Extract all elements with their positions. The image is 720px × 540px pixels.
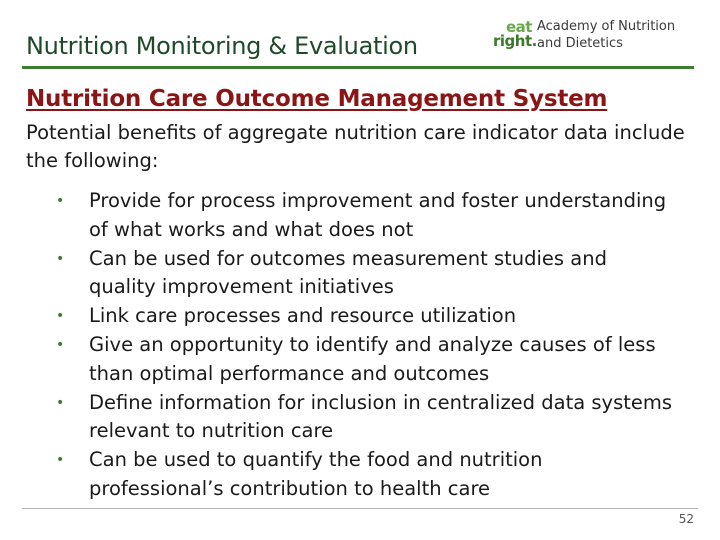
list-item bbox=[56, 187, 676, 245]
benefits-list bbox=[56, 187, 676, 504]
bullet-icon: • bbox=[56, 308, 65, 325]
list-item-text: Can be used to quantify the food and nutrition professional’s contribution to health care bbox=[89, 448, 543, 500]
bullet-icon: • bbox=[56, 250, 65, 267]
list-item bbox=[56, 389, 676, 447]
slide-subtitle: Nutrition Care Outcome Management System bbox=[26, 86, 608, 112]
logo-line-2: and Dietetics bbox=[537, 36, 623, 51]
list-item-text: Link care processes and resource utilization bbox=[89, 304, 517, 328]
list-item bbox=[56, 446, 676, 504]
logo-mark-top: eat bbox=[506, 18, 532, 36]
header-divider bbox=[22, 66, 694, 69]
list-item-text: Can be used for outcomes measurement studies and quality improvement initiatives bbox=[89, 246, 607, 299]
logo-wordmark bbox=[537, 18, 675, 52]
bullet-icon: • bbox=[56, 336, 65, 353]
list-item bbox=[56, 302, 676, 331]
slide-header-title: Nutrition Monitoring & Evaluation bbox=[26, 32, 418, 60]
logo-line-1: Academy of Nutrition bbox=[537, 19, 676, 34]
bullet-icon: • bbox=[56, 394, 65, 411]
logo-mark-bottom: right. bbox=[493, 32, 537, 50]
list-item bbox=[56, 331, 676, 389]
intro-paragraph: Potential benefits of aggregate nutrition care indicator data include the following: bbox=[26, 121, 685, 172]
footer-divider bbox=[22, 508, 698, 509]
academy-logo bbox=[492, 14, 702, 58]
list-item-text: Define information for inclusion in centralized data systems relevant to nutrition care bbox=[89, 390, 673, 443]
eat-right-logo-mark bbox=[492, 18, 537, 56]
page-number: 52 bbox=[678, 512, 694, 526]
list-item bbox=[56, 245, 676, 303]
list-item-text: Provide for process improvement and foster understanding of what works and what does not bbox=[89, 189, 667, 241]
list-item-text: Give an opportunity to identify and analyze causes of less than optimal performance and outcomes bbox=[89, 332, 656, 385]
bullet-icon: • bbox=[56, 193, 65, 209]
bullet-icon: • bbox=[56, 452, 65, 469]
